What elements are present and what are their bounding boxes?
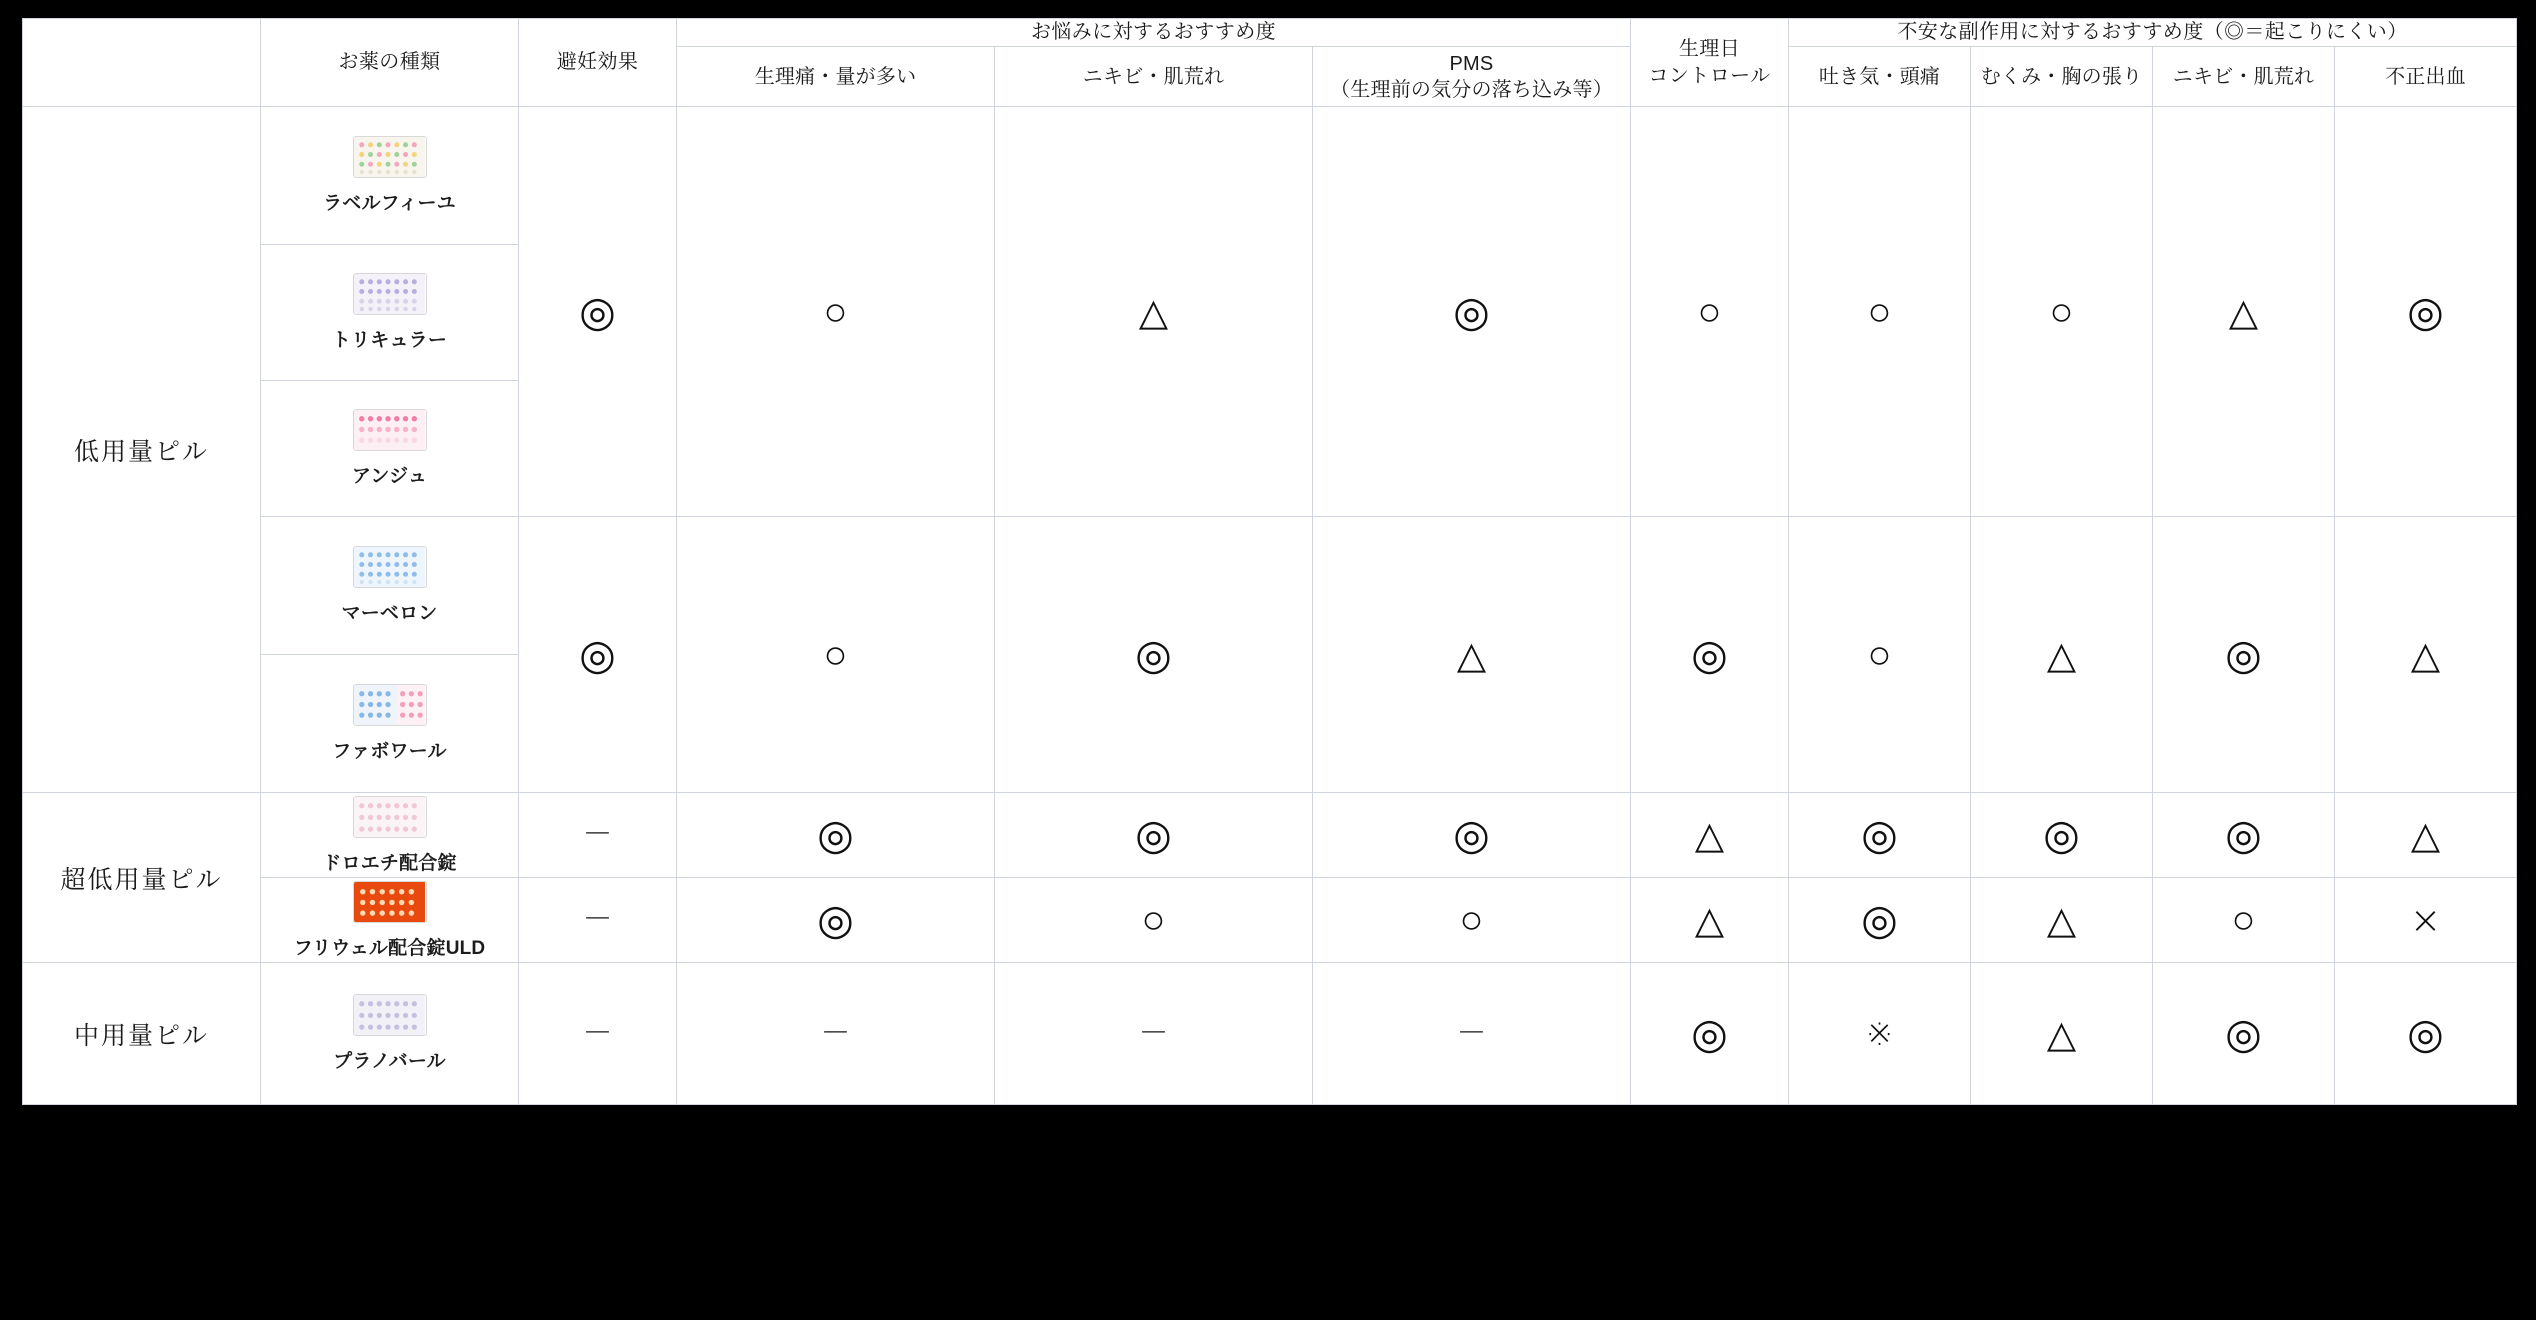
mark-value: ◎ [1453,286,1490,336]
cell-side-2-mid [1971,963,2153,1105]
header-concern-col-3 [1313,47,1631,107]
mark-value: ◎ [1135,810,1172,859]
header-corner-blank [23,19,261,107]
mark-value: ◎ [1861,895,1898,944]
medicine-name: プラノバール [333,1051,446,1072]
table-header-row-1 [23,19,2517,47]
medicine-name: ラベルフィーユ [323,193,456,214]
category-label-low-dose: 低用量ピル [23,107,261,793]
pill-sheet-blue-pink-icon [353,684,427,726]
cell-contraceptive-ultra-1 [519,793,677,878]
mark-value: ○ [1141,897,1166,943]
mark-value: △ [1456,632,1487,677]
cell-period-control-mid [1631,963,1789,1105]
table-row [23,793,2517,878]
cell-concern-3-low-1 [1313,107,1631,517]
medicine-name: ファボワール [332,741,447,762]
table-row [23,517,2517,655]
cell-side-3-low-2 [2153,517,2335,793]
cell-side-3-ultra-2 [2153,878,2335,963]
mark-value: － [1138,1015,1169,1051]
header-concern-col-2: ニキビ・肌荒れ [995,47,1313,107]
pill-sheet-pink-icon [353,409,427,451]
cell-side-2-low-2 [1971,517,2153,793]
cell-side-4-low-2 [2335,517,2517,793]
cell-side-1-low-2 [1789,517,1971,793]
mark-value: ◎ [817,895,854,944]
cell-contraceptive-low-2 [519,517,677,793]
mark-value: ○ [1867,631,1892,678]
table-row [23,107,2517,245]
mark-value: ◎ [2043,810,2080,859]
mark-value: △ [2228,289,2259,334]
mark-value: △ [1694,813,1725,857]
mark-value: ○ [1697,288,1722,335]
cell-period-control-ultra-1 [1631,793,1789,878]
mark-value: ○ [2049,288,2074,335]
medicine-cell-triquilar [261,245,519,381]
mark-value: △ [2046,1011,2077,1056]
cell-period-control-low-2 [1631,517,1789,793]
pill-sheet-lavender-icon [353,273,427,315]
header-period-control-line2: コントロール [1648,64,1771,87]
medicine-cell-fleuwell-uld [261,878,519,963]
pill-sheet-orange-icon [353,881,427,923]
mark-value: － [582,817,613,852]
mark-value: ◎ [1135,629,1172,679]
cell-side-1-low-1 [1789,107,1971,517]
header-group-side-effects: 不安な副作用に対するおすすめ度（◎＝起こりにくい） [1789,19,2517,47]
medicine-cell-labelfeuille [261,107,519,245]
header-med-type: お薬の種類 [261,19,519,107]
mark-value: ◎ [817,810,854,859]
pill-sheet-multicolor-icon [353,136,427,178]
header-contraceptive: 避妊効果 [519,19,677,107]
cell-side-3-mid [2153,963,2335,1105]
mark-value: － [582,902,613,937]
mark-value: ○ [1459,897,1484,943]
header-side-col-3: ニキビ・肌荒れ [2153,47,2335,107]
mark-value: △ [2410,632,2441,677]
medicine-name: マーベロン [341,603,438,624]
pill-comparison-table [22,18,2517,1105]
medicine-name: フリウェル配合錠ULD [293,937,486,959]
cell-concern-1-ultra-2 [677,878,995,963]
mark-value: － [1456,1015,1487,1051]
mark-value: △ [2410,813,2441,857]
mark-value: ◎ [2407,1008,2444,1058]
header-side-col-4: 不正出血 [2335,47,2517,107]
mark-value: ※ [1865,1013,1894,1054]
pill-sheet-pale-icon [353,994,427,1036]
header-concern-col-1: 生理痛・量が多い [677,47,995,107]
header-period-control [1631,19,1789,107]
mark-value: ◎ [2407,286,2444,336]
cell-concern-1-low-1 [677,107,995,517]
medicine-cell-anju [261,381,519,517]
cell-side-1-mid [1789,963,1971,1105]
mark-value: ○ [2231,897,2256,943]
mark-value: ◎ [1691,1008,1728,1058]
cell-concern-2-ultra-2 [995,878,1313,963]
mark-value: ◎ [2225,629,2262,679]
medicine-cell-planovar [261,963,519,1105]
cell-side-2-ultra-2 [1971,878,2153,963]
pill-sheet-white-pink-icon [353,796,427,838]
cell-concern-3-mid [1313,963,1631,1105]
cell-concern-1-low-2 [677,517,995,793]
medicine-cell-favoir [261,655,519,793]
category-label-ultra-low-dose: 超低用量ピル [23,793,261,963]
cell-contraceptive-low-1 [519,107,677,517]
cell-side-2-low-1 [1971,107,2153,517]
mark-value: △ [1694,898,1725,942]
table-row [23,963,2517,1105]
mark-value: － [582,1015,613,1051]
mark-value: ○ [823,288,848,335]
header-period-control-line1: 生理日 [1678,37,1741,60]
cell-period-control-low-1 [1631,107,1789,517]
mark-value: ◎ [1691,629,1728,679]
cell-side-4-ultra-1 [2335,793,2517,878]
mark-value: ◎ [1861,810,1898,859]
cell-concern-2-ultra-1 [995,793,1313,878]
header-group-concern: お悩みに対するおすすめ度 [677,19,1631,47]
cell-side-3-ultra-1 [2153,793,2335,878]
header-concern-col-3-line1: PMS [1449,52,1494,75]
medicine-cell-droesp [261,793,519,878]
medicine-name: アンジュ [351,466,428,487]
mark-value: △ [2046,632,2077,677]
cell-concern-3-ultra-2 [1313,878,1631,963]
cell-concern-3-low-2 [1313,517,1631,793]
header-side-col-2: むくみ・胸の張り [1971,47,2153,107]
header-concern-col-3-line2: （生理前の気分の落ち込み等） [1330,78,1613,101]
mark-value: △ [2046,898,2077,942]
cell-side-4-low-1 [2335,107,2517,517]
medicine-name: ドロエチ配合錠 [322,852,457,874]
cell-concern-1-ultra-1 [677,793,995,878]
table-row [23,878,2517,963]
cell-concern-2-low-2 [995,517,1313,793]
cell-side-1-ultra-2 [1789,878,1971,963]
header-side-col-1: 吐き気・頭痛 [1789,47,1971,107]
cell-side-4-ultra-2 [2335,878,2517,963]
cell-concern-3-ultra-1 [1313,793,1631,878]
mark-value: △ [1138,289,1169,334]
mark-value: ◎ [579,629,616,679]
cell-contraceptive-mid [519,963,677,1105]
mark-value: ◎ [579,286,616,336]
mark-value: － [820,1015,851,1051]
cell-concern-2-mid [995,963,1313,1105]
cell-concern-1-mid [677,963,995,1105]
mark-value: ◎ [2225,810,2262,859]
pill-sheet-lightblue-icon [353,546,427,588]
cell-contraceptive-ultra-2 [519,878,677,963]
cell-side-2-ultra-1 [1971,793,2153,878]
mark-value: ◎ [2225,1008,2262,1058]
mark-value: ◎ [1453,810,1490,859]
mark-value: ○ [1867,288,1892,335]
mark-value: × [2409,898,2442,942]
category-label-mid-dose: 中用量ピル [23,963,261,1105]
mark-value: ○ [823,631,848,678]
medicine-cell-marvelon [261,517,519,655]
cell-period-control-ultra-2 [1631,878,1789,963]
medicine-name: トリキュラー [331,330,448,351]
cell-side-3-low-1 [2153,107,2335,517]
cell-side-1-ultra-1 [1789,793,1971,878]
cell-side-4-mid [2335,963,2517,1105]
cell-concern-2-low-1 [995,107,1313,517]
